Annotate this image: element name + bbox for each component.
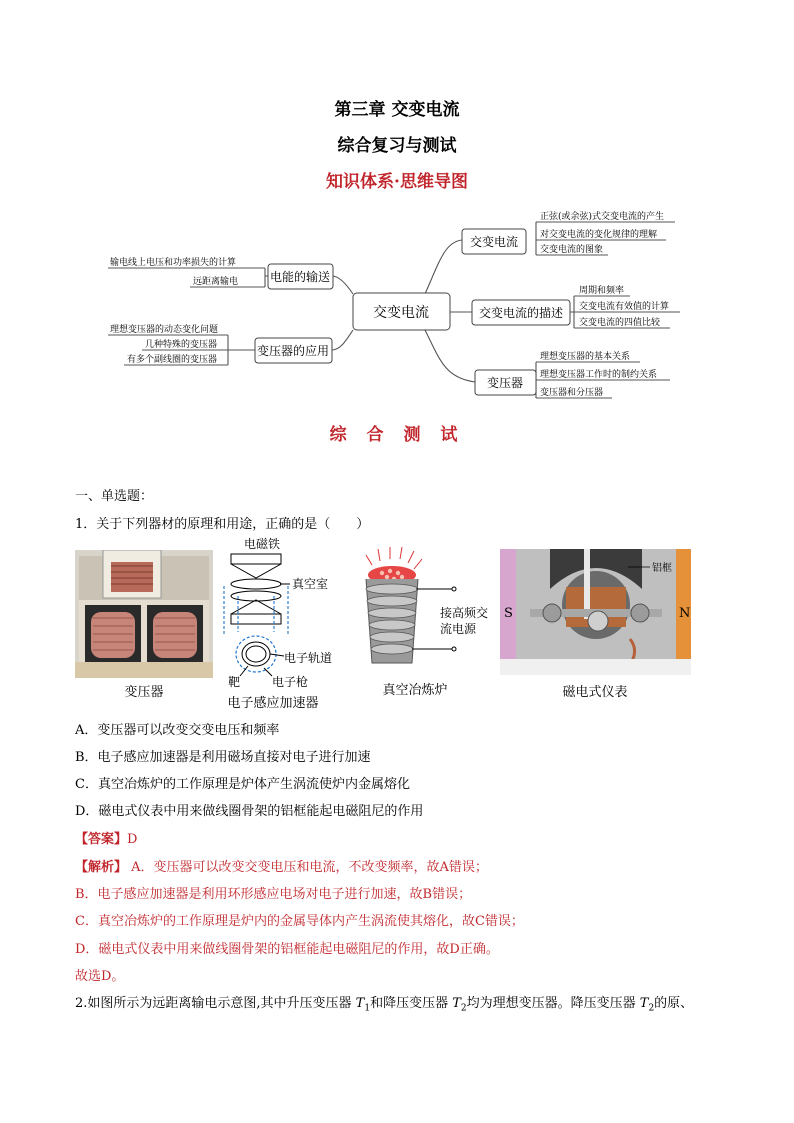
node-ac-label: 交变电流 [469,235,519,249]
mindmap-heading: 知识体系·思维导图 [326,172,468,192]
label-electromagnet: 电磁铁 [244,537,281,551]
q2-t3: T [639,996,649,1011]
q1-stem: 1．关于下列器材的原理和用途，正确的是（ ） [75,517,370,532]
accelerator-diagram [218,536,353,694]
analysis-text-1: A．变压器可以改变交变电压和电流，不改变频率，故A错误； [127,860,488,875]
q2-text-3: 均为理想变压器。降压变压器 [466,996,640,1011]
q1-option-c: C．真空冶炼炉的工作原理是炉体产生涡流使炉内金属熔化 [75,777,410,792]
label-electron-orbit: 电子轨道 [284,651,333,665]
label-vacuum-chamber: 真空室 [292,577,329,591]
section-heading: 一、单选题： [75,489,154,504]
leaf-power-1: 输电线上电压和功率损失的计算 [110,258,237,268]
leaf-ac-1: 正弦(或余弦)式交变电流的产生 [540,212,665,222]
caption-furnace: 真空冶炼炉 [382,683,448,698]
node-application-label: 变压器的应用 [256,344,330,358]
center-label: 交变电流 [373,305,429,321]
q1-analysis-line-1 [75,856,488,875]
meter-photo [500,549,691,675]
leaf-tr-1: 理想变压器的基本关系 [540,352,631,362]
leaf-app-1: 理想变压器的动态变化问题 [110,325,219,335]
caption-accelerator: 电子感应加速器 [227,696,319,711]
leaf-desc-3: 交变电流的四值比较 [579,318,661,328]
node-power-label: 电能的输送 [269,270,331,284]
q1-conclusion: 故选D。 [75,969,125,984]
q1-option-d: D．磁电式仪表中用来做线圈骨架的铝框能起电磁阻尼的作用 [75,804,424,819]
furnace-diagram [350,545,500,675]
leaf-ac-3: 交变电流的图象 [540,245,604,255]
q2-t1: T [355,996,365,1011]
q2-text-4: 的原、 [654,996,694,1011]
leaf-desc-1: 周期和频率 [579,286,625,296]
q1-analysis-line-4: D．磁电式仪表中用来做线圈骨架的铝框能起电磁阻尼的作用，故D正确。 [75,942,499,957]
q2-t3-sub: 2 [648,1003,655,1014]
q2-text-1: 2.如图所示为远距离输电示意图,其中升压变压器 [75,996,356,1011]
subtitle: 综合复习与测试 [337,136,457,156]
q2-t2-sub: 2 [460,1003,467,1014]
leaf-app-3: 有多个副线圈的变压器 [127,355,218,365]
label-pole-s: S [504,606,513,621]
leaf-ac-2: 对交变电流的变化规律的理解 [540,230,658,240]
leaf-power-2: 远距离输电 [193,277,239,287]
q1-option-a: A．变压器可以改变交变电压和频率 [75,723,280,738]
node-desc-label: 交变电流的描述 [478,306,564,320]
analysis-label: 【解析】 [75,860,128,875]
leaf-desc-2: 交变电流有效值的计算 [579,302,670,312]
q2-stem [75,992,693,1014]
caption-meter: 磁电式仪表 [562,685,628,700]
label-pole-n: N [679,606,691,621]
answer-value: D [127,832,138,847]
q1-answer-line [75,828,137,847]
leaf-tr-3: 变压器和分压器 [540,388,604,398]
label-hf-source-2: 流电源 [440,622,477,636]
label-electron-gun: 电子枪 [272,675,309,689]
label-target: 靶 [228,675,241,689]
answer-label: 【答案】 [75,832,128,847]
q2-text-2: 和降压变压器 [370,996,453,1011]
leaf-app-2: 几种特殊的变压器 [145,340,218,350]
caption-transformer: 变压器 [124,685,164,700]
q2-t2: T [452,996,461,1011]
node-transformer-label: 变压器 [486,376,524,390]
leaf-tr-2: 理想变压器工作时的制约关系 [540,370,658,380]
q1-analysis-line-2: B．电子感应加速器是利用环形感应电场对电子进行加速，故B错误； [75,887,472,902]
chapter-title: 第三章 交变电流 [334,100,460,120]
q1-analysis-line-3: C．真空冶炼炉的工作原理是炉内的金属导体内产生涡流使其熔化，故C错误； [75,914,524,929]
label-aluminum-frame: 铝框 [652,563,672,574]
q1-option-b: B．电子感应加速器是利用磁场直接对电子进行加速 [75,750,371,765]
q2-t1-sub: 1 [364,1003,371,1014]
mind-map [100,200,690,410]
transformer-photo [75,550,213,678]
label-hf-source-1: 接高频交 [440,606,489,620]
test-heading: 综 合 测 试 [329,425,465,445]
